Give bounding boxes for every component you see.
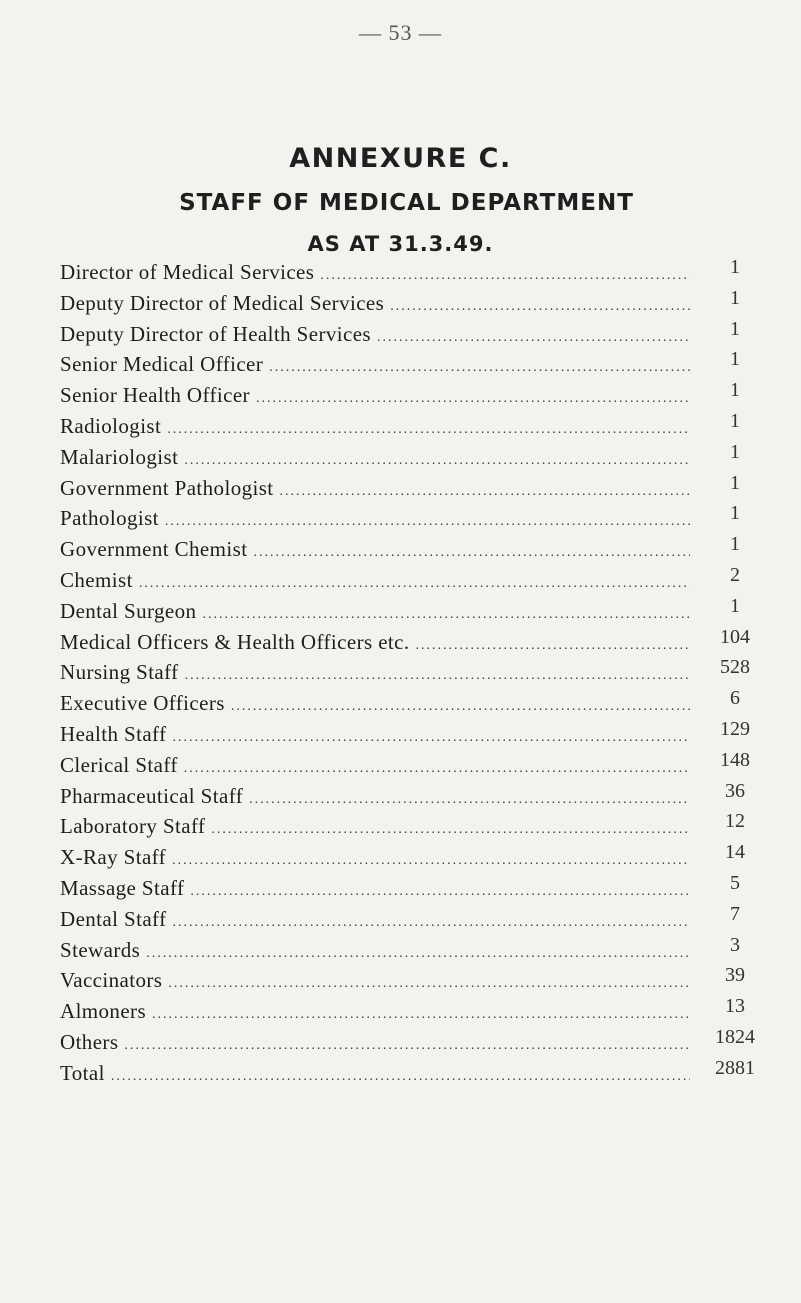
staff-count: 1 bbox=[730, 348, 740, 371]
dot-leader bbox=[280, 484, 690, 504]
dot-leader bbox=[253, 545, 690, 565]
staff-count: 1 bbox=[730, 379, 740, 402]
staff-row bbox=[60, 256, 780, 291]
staff-role-label: Deputy Director of Medical Services bbox=[60, 290, 385, 315]
staff-role-label: Senior Medical Officer bbox=[60, 352, 264, 377]
staff-role-label: Total bbox=[60, 1060, 105, 1085]
staff-count: 1 bbox=[730, 256, 740, 278]
staff-count: 2881 bbox=[715, 1056, 755, 1079]
dot-leader bbox=[377, 330, 690, 350]
staff-row bbox=[60, 933, 780, 969]
staff-row bbox=[60, 317, 780, 353]
staff-row bbox=[60, 1025, 780, 1061]
staff-count: 1 bbox=[730, 286, 740, 309]
staff-row bbox=[60, 1056, 780, 1092]
staff-row bbox=[60, 563, 780, 599]
staff-count: 148 bbox=[720, 748, 750, 771]
staff-count: 104 bbox=[720, 625, 750, 648]
dot-leader bbox=[152, 1007, 690, 1027]
staff-count: 1 bbox=[730, 471, 740, 494]
dot-leader bbox=[172, 853, 690, 873]
staff-row bbox=[60, 810, 780, 845]
staff-count: 2 bbox=[730, 563, 740, 586]
staff-count: 1824 bbox=[715, 1025, 755, 1048]
staff-row bbox=[60, 594, 780, 630]
staff-role-label: Vaccinators bbox=[60, 968, 163, 993]
staff-row bbox=[60, 286, 780, 322]
staff-role-label: Executive Officers bbox=[60, 691, 225, 716]
dot-leader bbox=[185, 668, 690, 688]
staff-role-label: Health Staff bbox=[60, 721, 167, 746]
staff-row bbox=[60, 748, 780, 784]
staff-row bbox=[60, 841, 780, 876]
staff-role-label: Radiologist bbox=[60, 413, 162, 438]
staff-count: 1 bbox=[730, 533, 740, 556]
staff-count: 13 bbox=[725, 995, 745, 1018]
staff-row bbox=[60, 995, 780, 1030]
dot-leader bbox=[165, 514, 690, 534]
staff-role-label: Massage Staff bbox=[60, 875, 185, 900]
staff-list bbox=[60, 256, 780, 1092]
dot-leader bbox=[249, 792, 690, 812]
staff-role-label: Laboratory Staff bbox=[60, 814, 206, 839]
staff-role-label: X-Ray Staff bbox=[60, 845, 167, 870]
staff-row bbox=[60, 717, 780, 753]
staff-role-label: Dental Surgeon bbox=[60, 598, 197, 623]
date-line: AS AT 31.3.49. bbox=[307, 232, 494, 256]
staff-row bbox=[60, 471, 780, 507]
staff-role-label: Chemist bbox=[60, 567, 133, 592]
staff-count: 6 bbox=[730, 687, 740, 710]
staff-count: 3 bbox=[730, 933, 740, 956]
dot-leader bbox=[167, 422, 690, 442]
staff-row bbox=[60, 625, 780, 661]
staff-count: 1 bbox=[730, 317, 740, 340]
staff-count: 1 bbox=[730, 594, 740, 617]
dot-leader bbox=[256, 391, 690, 411]
staff-count: 39 bbox=[725, 964, 745, 987]
staff-row bbox=[60, 409, 780, 445]
staff-row bbox=[60, 379, 780, 414]
staff-count: 5 bbox=[730, 871, 740, 894]
dot-leader bbox=[168, 976, 690, 996]
dot-leader bbox=[320, 268, 690, 288]
staff-row bbox=[60, 902, 780, 938]
staff-count: 1 bbox=[730, 409, 740, 432]
staff-role-label: Medical Officers & Health Officers etc. bbox=[60, 629, 410, 654]
staff-role-label: Senior Health Officer bbox=[60, 383, 250, 408]
staff-row bbox=[60, 348, 780, 383]
staff-count: 1 bbox=[730, 502, 740, 525]
annexure-title: ANNEXURE C. bbox=[289, 143, 512, 174]
staff-row bbox=[60, 779, 780, 815]
staff-role-label: Dental Staff bbox=[60, 906, 167, 931]
dot-leader bbox=[111, 1069, 690, 1089]
staff-role-label: Deputy Director of Health Services bbox=[60, 321, 371, 346]
staff-count: 528 bbox=[720, 656, 750, 679]
staff-role-label: Pathologist bbox=[60, 506, 159, 531]
staff-role-label: Others bbox=[60, 1029, 119, 1054]
dot-leader bbox=[172, 730, 690, 750]
staff-count: 36 bbox=[725, 779, 745, 802]
staff-row bbox=[60, 440, 780, 476]
dot-leader bbox=[416, 638, 690, 658]
dot-leader bbox=[172, 915, 690, 935]
staff-heading: STAFF OF MEDICAL DEPARTMENT bbox=[179, 190, 634, 216]
staff-row bbox=[60, 871, 780, 907]
dot-leader bbox=[269, 360, 690, 380]
dot-leader bbox=[231, 699, 690, 719]
staff-role-label: Director of Medical Services bbox=[60, 260, 315, 284]
staff-role-label: Government Chemist bbox=[60, 537, 248, 562]
dot-leader bbox=[184, 453, 690, 473]
staff-role-label: Clerical Staff bbox=[60, 752, 178, 777]
dot-leader bbox=[184, 761, 690, 781]
dot-leader bbox=[139, 576, 690, 596]
dot-leader bbox=[124, 1038, 690, 1058]
staff-count: 129 bbox=[720, 717, 750, 740]
staff-role-label: Stewards bbox=[60, 937, 141, 962]
staff-role-label: Malariologist bbox=[60, 444, 179, 469]
staff-row bbox=[60, 533, 780, 568]
staff-count: 14 bbox=[725, 841, 745, 864]
staff-role-label: Pharmaceutical Staff bbox=[60, 783, 244, 808]
staff-row bbox=[60, 502, 780, 537]
dot-leader bbox=[211, 822, 690, 842]
staff-count: 7 bbox=[730, 902, 740, 925]
staff-role-label: Almoners bbox=[60, 999, 147, 1024]
staff-count: 12 bbox=[725, 810, 745, 833]
staff-row bbox=[60, 687, 780, 722]
staff-count: 1 bbox=[730, 440, 740, 463]
staff-row bbox=[60, 964, 780, 999]
dot-leader bbox=[146, 946, 690, 966]
dot-leader bbox=[202, 607, 690, 627]
page-number: — 53 — bbox=[359, 20, 442, 45]
staff-role-label: Nursing Staff bbox=[60, 660, 179, 685]
dot-leader bbox=[190, 884, 690, 904]
dot-leader bbox=[390, 299, 690, 319]
staff-role-label: Government Pathologist bbox=[60, 475, 274, 500]
staff-row bbox=[60, 656, 780, 691]
